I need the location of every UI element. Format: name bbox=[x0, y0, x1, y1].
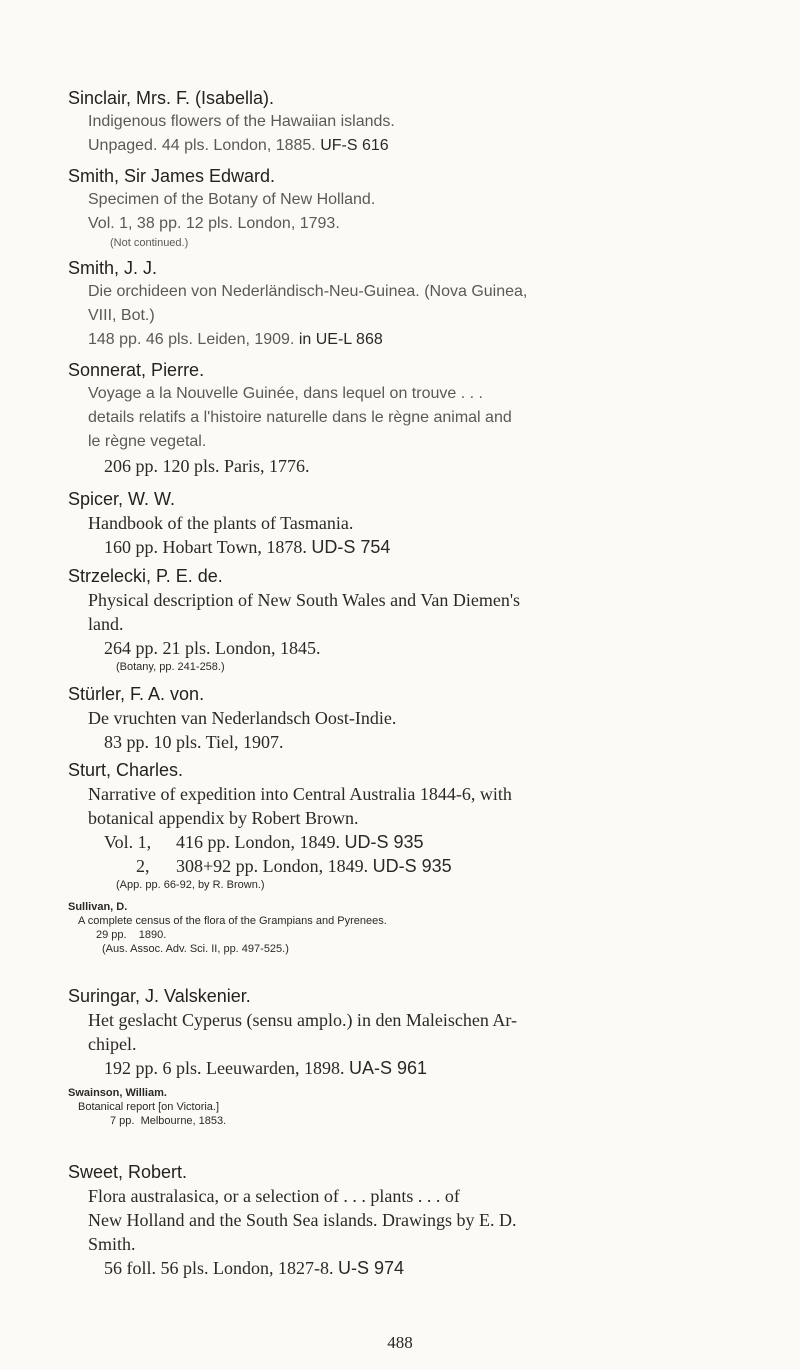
entry-volume: Vol. 1, 416 pp. London, 1849. UD-S 935 bbox=[104, 832, 424, 852]
entry-heading: Sinclair, Mrs. F. (Isabella). bbox=[68, 88, 275, 108]
catalog-entry bbox=[68, 256, 770, 352]
entry-title-line: Die orchideen von Nederländisch-Neu-Guinea. (Nova Guinea, bbox=[88, 283, 528, 300]
entry-heading: Sweet, Robert. bbox=[68, 1162, 188, 1182]
entry-title-line: details relatifs a l'histoire naturelle dans le règne animal and bbox=[88, 409, 512, 426]
entry-title: Botanical report [on Victoria.] bbox=[78, 1101, 220, 1113]
entry-heading: Sonnerat, Pierre. bbox=[68, 360, 205, 380]
entry-imprint: 83 pp. 10 pls. Tiel, 1907. bbox=[104, 732, 284, 752]
entry-note: (Not continued.) bbox=[110, 237, 189, 249]
entry-imprint: 29 pp. 1890. bbox=[96, 929, 167, 941]
entry-title-line: Narrative of expedition into Central Australia 1844-6, with bbox=[88, 784, 512, 804]
call-number: U-S 974 bbox=[338, 1258, 405, 1278]
entry-imprint: Unpaged. 44 pls. London, 1885. UF-S 616 bbox=[88, 137, 389, 154]
catalog-entry bbox=[68, 358, 770, 478]
entry-title-line: Het geslacht Cyperus (sensu amplo.) in den Maleischen Ar- bbox=[88, 1010, 518, 1030]
catalog-entry bbox=[68, 164, 770, 250]
entry-title-line: Flora australasica, or a selection of . . . plants . . . of bbox=[88, 1186, 460, 1206]
catalog-entry bbox=[68, 86, 770, 158]
catalog-entry bbox=[68, 758, 770, 892]
entry-title: Indigenous flowers of the Hawaiian islands. bbox=[88, 113, 395, 130]
entry-heading: Swainson, William. bbox=[68, 1087, 167, 1099]
entry-heading: Smith, Sir James Edward. bbox=[68, 166, 276, 186]
entry-imprint: 264 pp. 21 pls. London, 1845. bbox=[104, 638, 321, 658]
entry-heading: Smith, J. J. bbox=[68, 258, 158, 278]
entry-title-line: land. bbox=[88, 614, 124, 634]
call-number: UD-S 935 bbox=[372, 856, 452, 876]
entry-title: Handbook of the plants of Tasmania. bbox=[88, 513, 354, 533]
entry-title-line: New Holland and the South Sea islands. Drawings by E. D. bbox=[88, 1210, 517, 1230]
entry-title-line: le règne vegetal. bbox=[88, 433, 207, 450]
catalog-entry bbox=[68, 487, 770, 559]
entry-title: Specimen of the Botany of New Holland. bbox=[88, 191, 376, 208]
entry-title-line: Voyage a la Nouvelle Guinée, dans lequel on trouve . . . bbox=[88, 385, 483, 402]
entry-heading: Stürler, F. A. von. bbox=[68, 684, 205, 704]
call-number: UD-S 935 bbox=[344, 832, 424, 852]
call-number: UA-S 961 bbox=[348, 1058, 427, 1078]
call-number: UF-S 616 bbox=[320, 137, 389, 154]
entry-note: (Botany, pp. 241-258.) bbox=[116, 661, 225, 673]
entry-heading: Sullivan, D. bbox=[68, 901, 128, 913]
entry-title: A complete census of the flora of the Grampians and Pyrenees. bbox=[78, 915, 387, 927]
page-number: 488 bbox=[387, 1333, 413, 1352]
catalog-entry bbox=[68, 1086, 770, 1128]
entry-title-line: Smith. bbox=[88, 1234, 136, 1254]
entry-imprint: 206 pp. 120 pls. Paris, 1776. bbox=[104, 456, 310, 476]
entry-heading: Strzelecki, P. E. de. bbox=[68, 566, 223, 586]
entry-imprint: Vol. 1, 38 pp. 12 pls. London, 1793. bbox=[88, 215, 340, 232]
entry-heading: Spicer, W. W. bbox=[68, 489, 176, 509]
catalog-entry bbox=[68, 984, 770, 1080]
entry-imprint: 192 pp. 6 pls. Leeuwarden, 1898. UA-S 961 bbox=[104, 1058, 427, 1078]
entry-title: De vruchten van Nederlandsch Oost-Indie. bbox=[88, 708, 397, 728]
catalog-entry bbox=[68, 564, 770, 674]
entry-imprint: 7 pp. Melbourne, 1853. bbox=[110, 1115, 227, 1127]
call-number: in UE-L 868 bbox=[298, 331, 383, 348]
call-number: UD-S 754 bbox=[311, 537, 391, 557]
entry-heading: Sturt, Charles. bbox=[68, 760, 184, 780]
entry-volume: 2, 308+92 pp. London, 1849. UD-S 935 bbox=[136, 856, 452, 876]
catalog-entry bbox=[68, 682, 770, 754]
catalog-entry bbox=[68, 900, 770, 956]
entry-imprint: 56 foll. 56 pls. London, 1827-8. U-S 974 bbox=[104, 1258, 405, 1278]
entry-title-line: VIII, Bot.) bbox=[88, 307, 155, 324]
entry-note: (Aus. Assoc. Adv. Sci. II, pp. 497-525.) bbox=[102, 943, 289, 955]
entry-title-line: chipel. bbox=[88, 1034, 137, 1054]
entry-title-line: botanical appendix by Robert Brown. bbox=[88, 808, 359, 828]
entry-title-line: Physical description of New South Wales and Van Diemen's bbox=[88, 590, 521, 610]
entry-imprint: 160 pp. Hobart Town, 1878. UD-S 754 bbox=[104, 537, 391, 557]
entry-note: (App. pp. 66-92, by R. Brown.) bbox=[116, 879, 265, 891]
entry-heading: Suringar, J. Valskenier. bbox=[68, 986, 251, 1006]
entry-imprint: 148 pp. 46 pls. Leiden, 1909. in UE-L 868 bbox=[88, 331, 383, 348]
catalog-entry bbox=[68, 1160, 770, 1280]
